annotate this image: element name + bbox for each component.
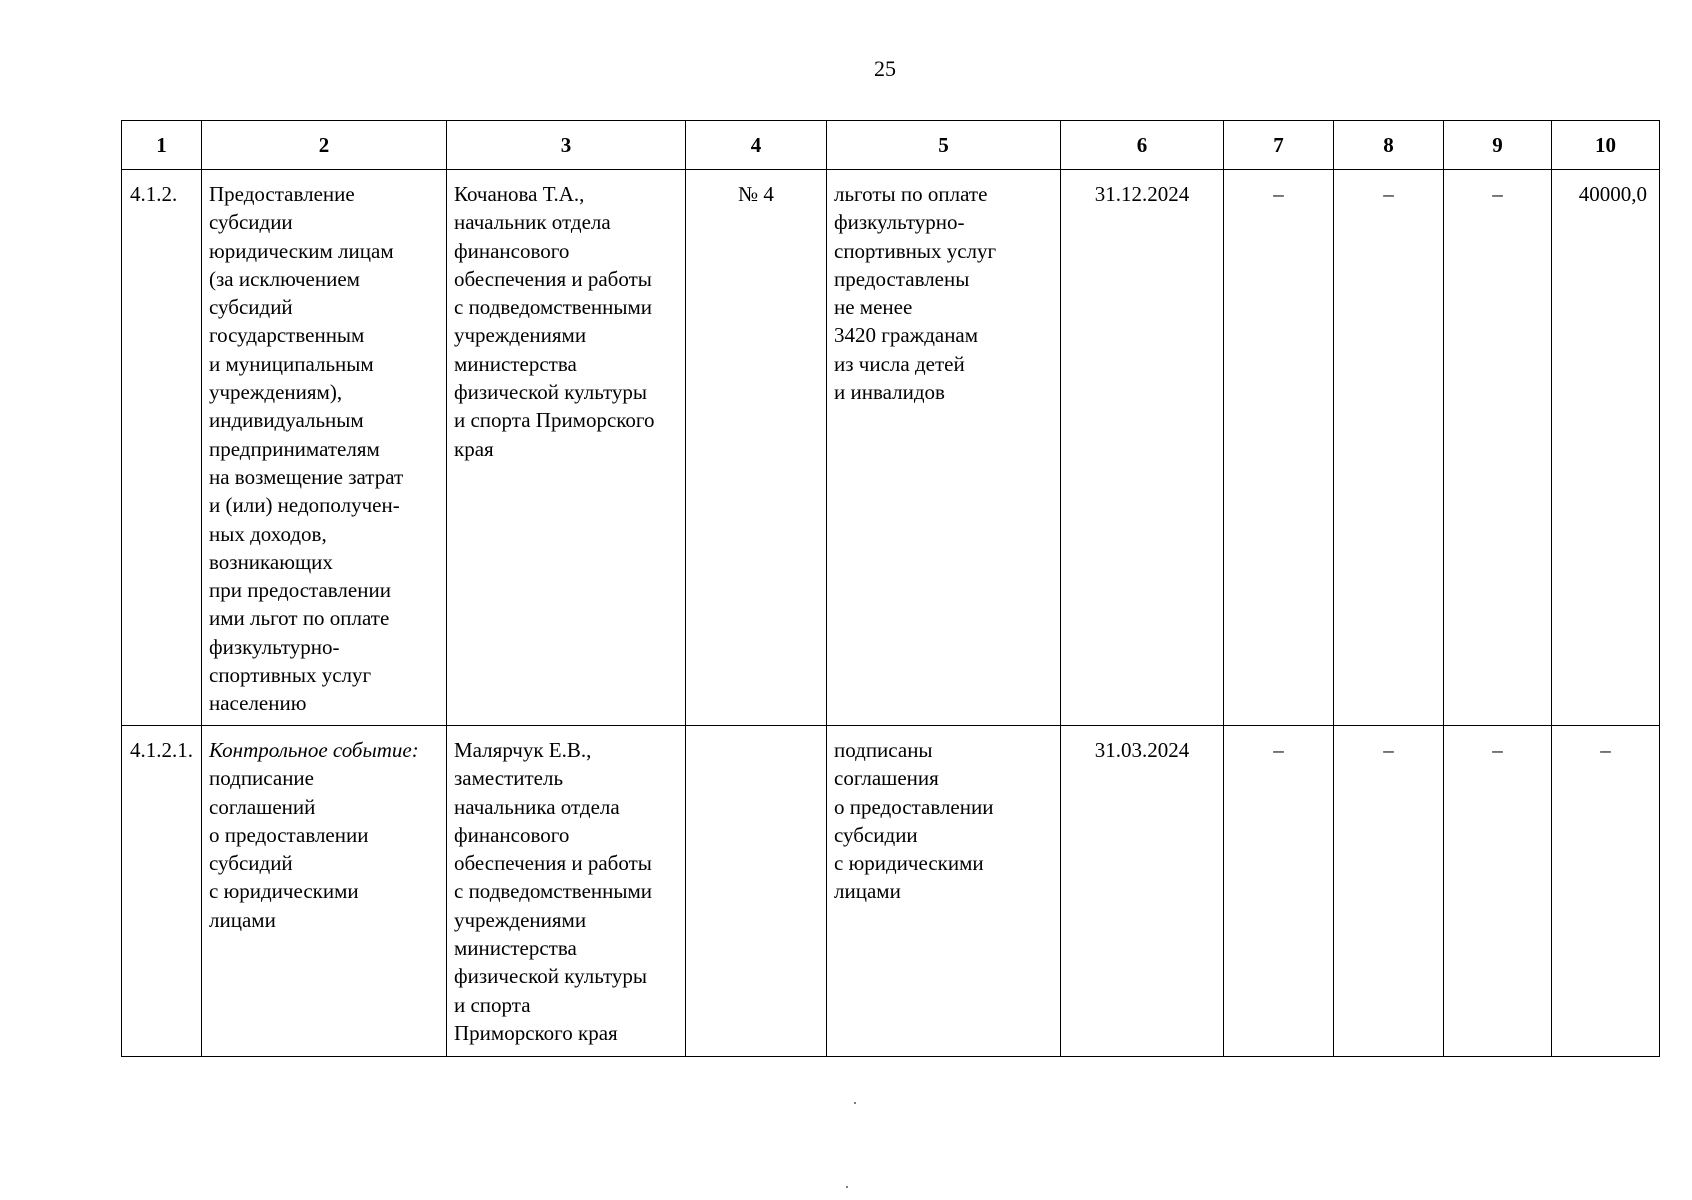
- col10-value: –: [1600, 738, 1611, 762]
- responsible-line: учреждениями: [454, 907, 587, 932]
- column-header-7: 7: [1224, 121, 1334, 170]
- document-cell: [686, 726, 827, 1057]
- responsible-line: физической культуры: [454, 380, 647, 405]
- document-cell: [686, 170, 827, 726]
- responsible-line: обеспечения и работы: [454, 851, 652, 876]
- responsible-line: учреждениями: [454, 323, 587, 348]
- responsible-cell: [447, 170, 686, 726]
- col8-cell: [1334, 726, 1444, 1057]
- description-line: на возмещение затрат: [209, 464, 404, 489]
- description-cell: [202, 726, 447, 1057]
- responsible-line: и спорта: [454, 992, 531, 1017]
- responsible-text: [447, 170, 685, 463]
- col7-cell: [1224, 170, 1334, 726]
- description-line: юридическим лицам: [209, 238, 394, 263]
- document-number: № 4: [738, 182, 774, 206]
- description-line: подписание: [209, 766, 314, 791]
- description-line: физкультурно-: [209, 634, 340, 659]
- col10-cell: [1552, 726, 1660, 1057]
- description-line: учреждениям),: [209, 380, 343, 405]
- description-line: индивидуальным: [209, 408, 364, 433]
- responsible-text: [447, 726, 685, 1047]
- result-line: и инвалидов: [834, 380, 945, 405]
- result-line: с юридическими: [834, 851, 984, 876]
- document-number: [686, 726, 826, 736]
- due-date: 31.03.2024: [1094, 738, 1190, 762]
- col8-value: –: [1383, 182, 1394, 206]
- column-header-10: 10: [1552, 121, 1660, 170]
- result-text: [827, 170, 1060, 406]
- description-line: соглашений: [209, 794, 316, 819]
- result-line: подписаны: [834, 738, 933, 762]
- description-line: лицами: [209, 907, 276, 932]
- col7-value: –: [1273, 738, 1284, 762]
- result-line: лицами: [834, 879, 901, 904]
- col7-value: –: [1273, 182, 1284, 206]
- description-text: [202, 726, 446, 934]
- responsible-line: министерства: [454, 936, 577, 961]
- column-header-8: 8: [1334, 121, 1444, 170]
- col7-cell: [1224, 726, 1334, 1057]
- result-line: о предоставлении: [834, 794, 994, 819]
- responsible-line: обеспечения и работы: [454, 266, 652, 291]
- table-row: [122, 726, 1660, 1057]
- description-line: с юридическими: [209, 879, 359, 904]
- result-cell: [827, 726, 1061, 1057]
- description-line: (за исключением: [209, 266, 360, 291]
- description-cell: [202, 170, 447, 726]
- description-line: ими льгот по оплате: [209, 606, 390, 631]
- responsible-line: края: [454, 436, 494, 461]
- column-header-9: 9: [1444, 121, 1552, 170]
- row-number: 4.1.2.1.: [130, 738, 193, 762]
- responsible-line: с подведомственными: [454, 879, 653, 904]
- result-line: льготы по оплате: [834, 182, 988, 206]
- responsible-line: физической культуры: [454, 964, 647, 989]
- description-line: спортивных услуг: [209, 663, 372, 688]
- column-header-4: 4: [686, 121, 827, 170]
- table-row: [122, 170, 1660, 726]
- result-text: [827, 726, 1060, 906]
- description-line: о предоставлении: [209, 822, 369, 847]
- row-number-cell: [122, 170, 202, 726]
- result-line: 3420 гражданам: [834, 323, 979, 348]
- plan-table: [121, 120, 1660, 1057]
- scan-speck: [846, 1186, 848, 1188]
- col9-cell: [1444, 170, 1552, 726]
- description-line: предпринимателям: [209, 436, 380, 461]
- result-line: субсидии: [834, 822, 918, 847]
- responsible-line: Кочанова Т.А.,: [454, 182, 585, 206]
- column-header-5: 5: [827, 121, 1061, 170]
- description-line: Предоставление: [209, 182, 355, 206]
- col10-cell: [1552, 170, 1660, 726]
- description-line: и муниципальным: [209, 351, 374, 376]
- due-date: 31.12.2024: [1094, 182, 1190, 206]
- description-line: возникающих: [209, 549, 333, 574]
- date-cell: [1061, 726, 1224, 1057]
- row-number-cell: [122, 726, 202, 1057]
- responsible-line: заместитель: [454, 766, 564, 791]
- control-event-label: Контрольное событие:: [209, 738, 419, 762]
- col9-value: –: [1492, 182, 1503, 206]
- col9-value: –: [1492, 738, 1503, 762]
- row-number: 4.1.2.: [130, 182, 178, 206]
- description-line: и (или) недополучен-: [209, 493, 400, 518]
- result-line: из числа детей: [834, 351, 965, 376]
- scan-speck: [854, 1102, 856, 1104]
- responsible-cell: [447, 726, 686, 1057]
- column-header-3: 3: [447, 121, 686, 170]
- responsible-line: финансового: [454, 238, 570, 263]
- description-line: при предоставлении: [209, 578, 391, 603]
- description-line: субсидий: [209, 295, 293, 320]
- description-text: [202, 170, 446, 718]
- description-line: субсидий: [209, 851, 293, 876]
- responsible-line: начальника отдела: [454, 794, 620, 819]
- responsible-line: и спорта Приморского: [454, 408, 655, 433]
- header-row: [122, 121, 1660, 170]
- description-line: государственным: [209, 323, 365, 348]
- column-header-2: 2: [202, 121, 447, 170]
- col8-cell: [1334, 170, 1444, 726]
- description-line: ных доходов,: [209, 521, 327, 546]
- result-line: соглашения: [834, 766, 939, 791]
- result-line: спортивных услуг: [834, 238, 997, 263]
- responsible-line: Приморского края: [454, 1020, 618, 1045]
- result-cell: [827, 170, 1061, 726]
- result-line: предоставлены: [834, 266, 970, 291]
- responsible-line: Малярчук Е.В.,: [454, 738, 592, 762]
- responsible-line: начальник отдела: [454, 210, 611, 235]
- page-number: 25: [874, 56, 896, 81]
- result-line: физкультурно-: [834, 210, 965, 235]
- description-line: населению: [209, 691, 307, 716]
- responsible-line: финансового: [454, 822, 570, 847]
- col8-value: –: [1383, 738, 1394, 762]
- responsible-line: министерства: [454, 351, 577, 376]
- description-line: субсидии: [209, 210, 293, 235]
- column-header-1: 1: [122, 121, 202, 170]
- result-line: не менее: [834, 295, 913, 320]
- responsible-line: с подведомственными: [454, 295, 653, 320]
- date-cell: [1061, 170, 1224, 726]
- col10-value: 40000,0: [1578, 182, 1647, 206]
- column-header-6: 6: [1061, 121, 1224, 170]
- col9-cell: [1444, 726, 1552, 1057]
